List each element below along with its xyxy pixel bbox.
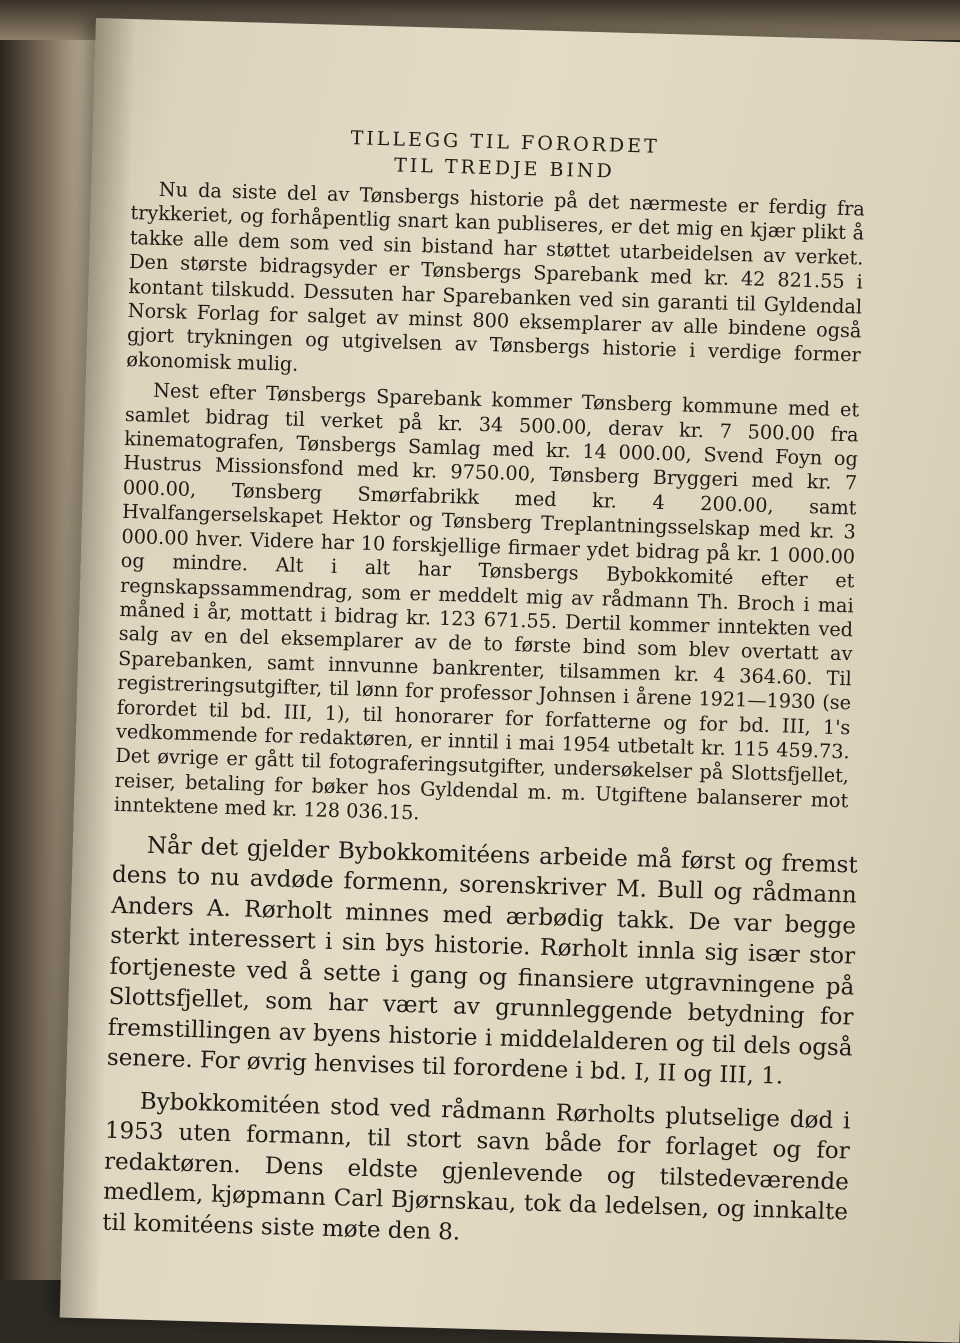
heading-line-1: TILLEGG TIL FORORDET xyxy=(350,127,661,158)
paragraph-2: Nest efter Tønsbergs Sparebank kommer Tønsberg kommune med et samlet bidrag til verket på kr. 34 500.00, derav kr. 7 500.00 fra kinematografen, Tønsbergs Samlag med kr. 14 000.00, Svend Foyn og Hustrus Missionsfond med kr. 9750.00, Tønsberg Bryggeri med kr. 7 000.00, Tønsberg Smørfabrikk med kr. 4 200.00, samt Hvalfangerselskapet Hektor og Tønsberg Treplantningsselskap med kr. 3 000.00 hver. Videre har 10 forskjellige firmaer ydet bidrag på kr. 1 000.00 og mindre. Alt i alt har Tønsbergs Bybokkomité efter et regnskapssammendrag, som er meddelt mig av rådmann Th. Broch i mai måned i år, mottatt i bidrag kr. 123 671.55. Dertil kommer inntekten ved salg av en del eksemplarer av de to første bind som blev overtatt av Sparebanken, samt innvunne bankrenter, tilsammen kr. 4 364.60. Til registreringsutgifter, til lønn for professor Johnsen i årene 1921—1930 (se forordet til bd. III, 1), til honorarer for forfatterne og for bd. III, 1's vedkommende for redaktøren, er inntil i mai 1954 utbetalt kr. 115 459.73. Det øvrige er gått til fotograferingsutgifter, undersøkelser på Slottsfjellet, reiser, betaling for bøker hos Gyldendal m. m. Utgiftene balanserer mot inntektene med kr. 128 036.15. xyxy=(113,378,860,825)
page-text xyxy=(102,119,878,1258)
paragraph-3: Når det gjelder Bybokkomitéens arbeide må først og fremst dens to nu avdøde formenn, sorenskriver M. Bull og rådmann Anders A. Rørholt minnes med ærbødig takk. De var begge sterkt interessert i sin bys historie. Rørholt innla sig især stor fortjeneste ved å sette i gang og finansiere utgravningene på Slottsfjellet, som har vært av grunnleggende betydning for fremstillingen av byens historie i middelalderen og til dels også senere. For øvrig henvises til forordene i bd. I, II og III, 1. xyxy=(106,832,859,1090)
paragraph-1: Nu da siste del av Tønsbergs historie på det nærmeste er ferdig fra trykkeriet, og forhåpentlig snart kan publiseres, er det mig en kjær plikt å takke alle dem som ved sin bistand har støttet utarbeidelsen av verket. Den største bidragsyder er Tønsbergs Sparebank med kr. 42 821.55 i kontant tilskudd. Dessuten har Sparebanken ved sin garanti til Gyldendal Norsk Forlag for salget av minst 800 eksemplarer av alle bindene også gjort trykningen og utgivelsen av Tønsbergs historie i verdige former økonomisk mulig. xyxy=(126,177,866,376)
book-page xyxy=(60,18,960,1343)
heading-line-2: TIL TREDJE BIND xyxy=(393,154,616,183)
paragraph-4: Bybokkomitéen stod ved rådmann Rørholts plutselige død i 1953 uten formann, til stort savn både for forlaget og for redaktøren. Dens eldste gjenlevende og tilstedeværende medlem, kjøpmann Carl Bjørnskau, tok da ledelsen, og innkalte til komitéens siste møte den 8. xyxy=(102,1088,851,1246)
